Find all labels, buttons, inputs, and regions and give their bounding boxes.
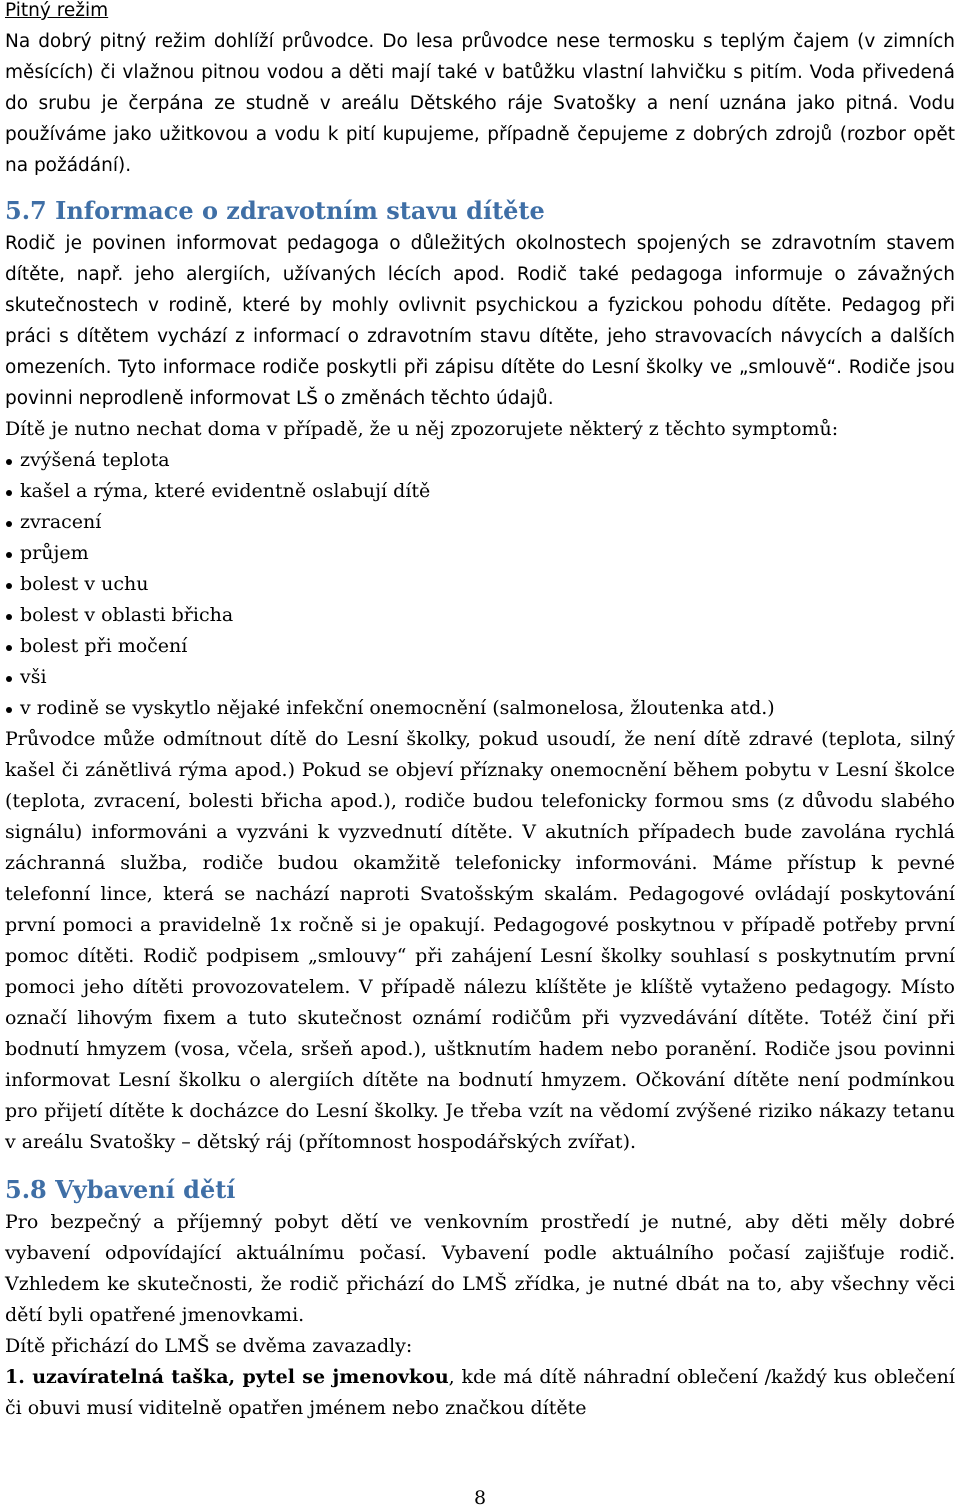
luggage-item-1 [5,1362,955,1424]
symptom-item: zvracení [5,507,955,538]
luggage-item-1-title: 1. uzavíratelná taška, pytel se jmenovkou [5,1366,449,1388]
symptom-item: průjem [5,538,955,569]
symptom-item: vši [5,662,955,693]
section-5-7-heading: 5.7 Informace o zdravotním stavu dítěte [5,196,545,225]
document-page [5,0,955,1424]
section-5-8-paragraph-1: Pro bezpečný a příjemný pobyt dětí ve venkovním prostředí je nutné, aby děti měly dobré vybavení odpovídající aktuálnímu počasí. Vybavení podle aktuálního počasí zajišťuje rodič. Vzhledem ke skutečnosti, že rodič přichází do LMŠ zřídka, je nutné dbát na to, aby všechny věci dětí byli opatřené jmenovkami. [5,1211,955,1326]
symptom-item: bolest v uchu [5,569,955,600]
section-5-7-paragraph-1: Rodič je povinen informovat pedagoga o důležitých okolnostech spojených se zdravotním stavem dítěte, např. jeho alergiích, užívaných lécích apod. Rodič také pedagoga informuje o závažných skutečnostech v rodině, které by mohly ovlivnit psychickou a fyzickou pohodu dítěte. Pedagog při práci s dítětem vychází z informací o zdravotním stavu dítěte, jeho stravovacích návycích a dalších omezeních. Tyto informace rodiče poskytli při zápisu dítěte do Lesní školky ve „smlouvě“. Rodiče jsou povinni neprodleně informovat LŠ o změnách těchto údajů. [5,233,955,409]
section-5-7-paragraph-2: Průvodce může odmítnout dítě do Lesní školky, pokud usoudí, že není dítě zdravé (teplota, silný kašel či zánětlivá rýma apod.) Pokud se objeví příznaky onemocnění během pobytu v Lesní školce (teplota, zvracení, bolesti břicha apod.), rodiče budou telefonicky formou sms (z důvodu slabého signálu) informováni a vyzváni k vyzvednutí dítěte. V akutních případech bude zavolána rychlá záchranná služba, rodiče budou okamžitě telefonicky informováni. Máme přístup k pevné telefonní lince, která se nachází naproti Svatošským skalám. Pedagogové ovládají poskytování první pomoci a pravidelně 1x ročně si je opakují. Pedagogové poskytnou v případě potřeby první pomoc dítěti. Rodič podpisem „smlouvy“ při zahájení Lesní školky souhlasí s poskytnutím první pomoci jeho dítěti provozovatelem. V případě nálezu klíštěte je klíště vytaženo pedagogy. Místo označí lihovým fixem a tuto skutečnost oznámí rodičům při vyzvedávání dítěte. Totéž činí při bodnutí hmyzem (vosa, včela, sršeň apod.), uštknutím hadem nebo poranění. Rodiče jsou povinni informovat Lesní školku o alergiích dítěte na bodnutí hmyzem. Očkování dítěte není podmínkou pro přijetí dítěte k docházce do Lesní školky. Je třeba vzít na vědomí zvýšené riziko nákazy tetanu v areálu Svatošky – dětský ráj (přítomnost hospodářských zvířat). [5,728,955,1153]
symptom-item: zvýšená teplota [5,445,955,476]
drinking-paragraph: Na dobrý pitný režim dohlíží průvodce. Do lesa průvodce nese termosku s teplým čajem (v zimních měsících) či vlažnou pitnou vodou a děti mají také v batůžku vlastní lahvičku s pitím. Voda přivedená do srubu je čerpána ze studně v areálu Dětského ráje Svatošky a není uznána jako pitná. Vodu používáme jako užitkovou a vodu k pití kupujeme, případně čepujeme z dobrých zdrojů (rozbor opět na požádání). [5,31,955,176]
symptom-item: bolest v oblasti břicha [5,600,955,631]
section-5-8-heading: 5.8 Vybavení dětí [5,1175,236,1204]
symptom-item: v rodině se vyskytlo nějaké infekční onemocnění (salmonelosa, žloutenka atd.) [5,693,955,724]
symptom-item: bolest při močení [5,631,955,662]
luggage-intro: Dítě přichází do LMŠ se dvěma zavazadly: [5,1335,413,1357]
symptom-item: kašel a rýma, které evidentně oslabují dítě [5,476,955,507]
luggage-item-1-text: , kde má dítě náhradní oblečení /každý kus oblečení či obuvi musí viditelně opatřen jménem nebo značkou dítěte [5,1366,955,1419]
drinking-heading: Pitný režim [5,0,109,21]
symptoms-intro: Dítě je nutno nechat doma v případě, že u něj zpozorujete některý z těchto symptomů: [5,418,839,440]
symptoms-list [5,445,955,724]
page-number: 8 [473,1487,487,1509]
